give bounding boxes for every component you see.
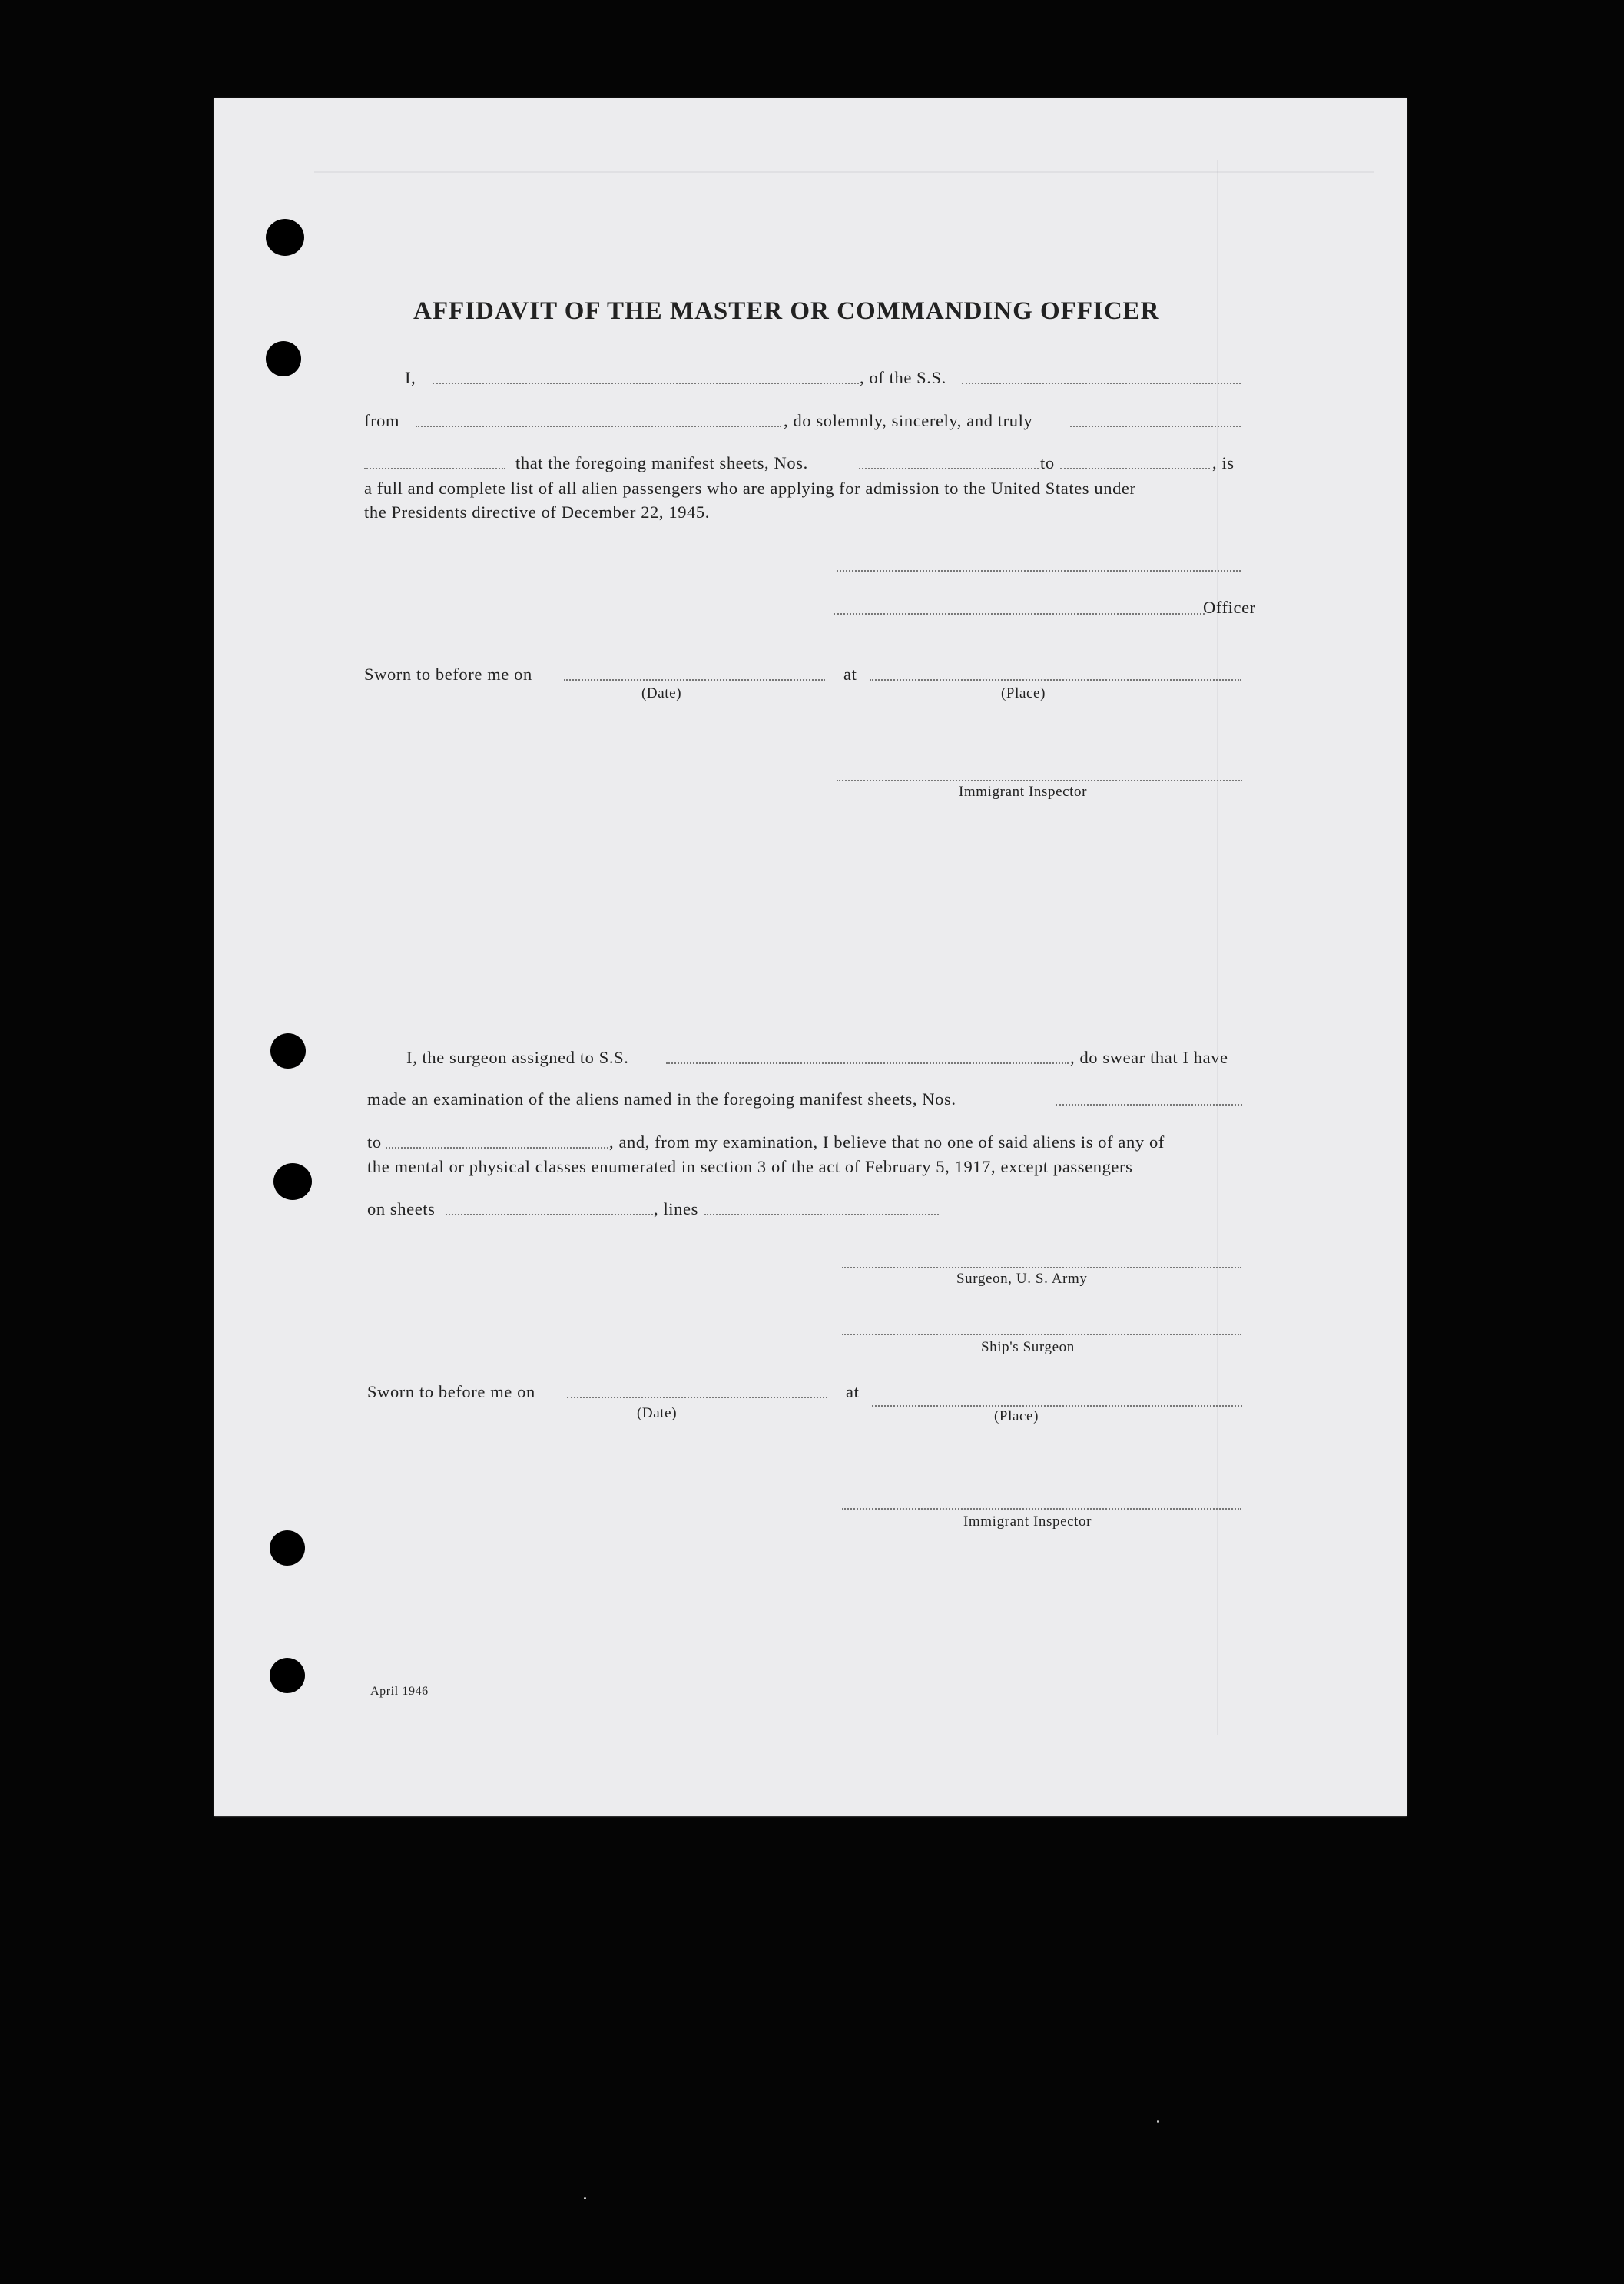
scan-speck — [584, 2197, 586, 2199]
officer-label: Officer — [1203, 598, 1256, 617]
from-label: from — [364, 411, 400, 430]
affirm-field[interactable] — [364, 468, 505, 469]
punch-hole — [273, 1163, 312, 1200]
form-date-footer: April 1946 — [370, 1685, 429, 1698]
ships-surgeon-signature-line[interactable] — [842, 1334, 1241, 1335]
except-sheets-field[interactable] — [446, 1214, 653, 1215]
sworn-place-field[interactable] — [872, 1405, 1242, 1407]
officer-title-line[interactable] — [834, 613, 1205, 615]
place-caption: (Place) — [1001, 685, 1046, 701]
date-caption: (Date) — [641, 685, 682, 701]
surgeon-line: the mental or physical classes enumerated in section 3 of the act of February 5, 1917, except passengers — [367, 1157, 1133, 1176]
punch-hole — [270, 1530, 305, 1566]
lines-label: , lines — [654, 1199, 698, 1218]
surgeon-sheets-to-field[interactable] — [386, 1147, 608, 1149]
is-text: , is — [1212, 453, 1235, 472]
place-caption: (Place) — [994, 1408, 1039, 1424]
bleed-through-line — [1217, 160, 1218, 1735]
scan-speck — [1157, 2120, 1159, 2123]
punch-hole — [266, 341, 301, 376]
except-lines-field[interactable] — [704, 1214, 939, 1215]
oath-field[interactable] — [1070, 426, 1241, 427]
surgeon-sheets-from-field[interactable] — [1056, 1104, 1242, 1106]
ships-surgeon-caption: Ship's Surgeon — [981, 1339, 1075, 1355]
officer-signature-line[interactable] — [837, 570, 1241, 572]
date-caption: (Date) — [637, 1405, 678, 1421]
on-sheets-label: on sheets — [367, 1199, 436, 1218]
master-statement-line: a full and complete list of all alien passengers who are applying for admission to the United States under — [364, 479, 1136, 498]
surgeon-line: , do swear that I have — [1070, 1048, 1228, 1067]
sheets-from-field[interactable] — [859, 468, 1039, 469]
sworn-place-field[interactable] — [870, 679, 1241, 681]
inspector-signature-line[interactable] — [837, 780, 1242, 781]
inspector-caption: Immigrant Inspector — [959, 784, 1088, 800]
affidavit-form-page — [214, 98, 1407, 1816]
punch-hole — [270, 1658, 305, 1693]
army-surgeon-caption: Surgeon, U. S. Army — [956, 1271, 1088, 1287]
inspector-caption: Immigrant Inspector — [963, 1513, 1092, 1530]
at-label: at — [846, 1382, 860, 1401]
master-ship-field[interactable] — [962, 383, 1241, 384]
punch-hole — [266, 219, 304, 256]
inspector-signature-line[interactable] — [842, 1508, 1241, 1510]
form-title: AFFIDAVIT OF THE MASTER OR COMMANDING OFFICER — [413, 297, 1160, 325]
master-i-label: I, — [405, 368, 416, 387]
sworn-date-field[interactable] — [567, 1397, 827, 1398]
at-label: at — [843, 665, 857, 684]
surgeon-ship-field[interactable] — [666, 1062, 1069, 1064]
sheets-to-field[interactable] — [1060, 468, 1210, 469]
master-name-field[interactable] — [433, 383, 859, 384]
punch-hole — [270, 1033, 306, 1069]
from-port-field[interactable] — [416, 426, 781, 427]
bleed-through-line — [314, 171, 1374, 173]
master-statement-line: the Presidents directive of December 22, 1945. — [364, 502, 710, 522]
to-label: to — [1040, 453, 1055, 472]
surgeon-line: made an examination of the aliens named in the foregoing manifest sheets, Nos. — [367, 1089, 956, 1109]
sworn-text: Sworn to before me on — [364, 665, 532, 684]
of-ss-label: , of the S.S. — [860, 368, 946, 387]
sworn-text: Sworn to before me on — [367, 1382, 535, 1401]
foregoing-sheets-text: that the foregoing manifest sheets, Nos. — [515, 453, 808, 472]
solemnly-text: , do solemnly, sincerely, and truly — [784, 411, 1033, 430]
sworn-date-field[interactable] — [564, 679, 825, 681]
surgeon-to-label: to — [367, 1132, 382, 1152]
army-surgeon-signature-line[interactable] — [842, 1267, 1241, 1268]
surgeon-line: , and, from my examination, I believe that no one of said aliens is of any of — [609, 1132, 1165, 1152]
surgeon-line: I, the surgeon assigned to S.S. — [406, 1048, 629, 1067]
